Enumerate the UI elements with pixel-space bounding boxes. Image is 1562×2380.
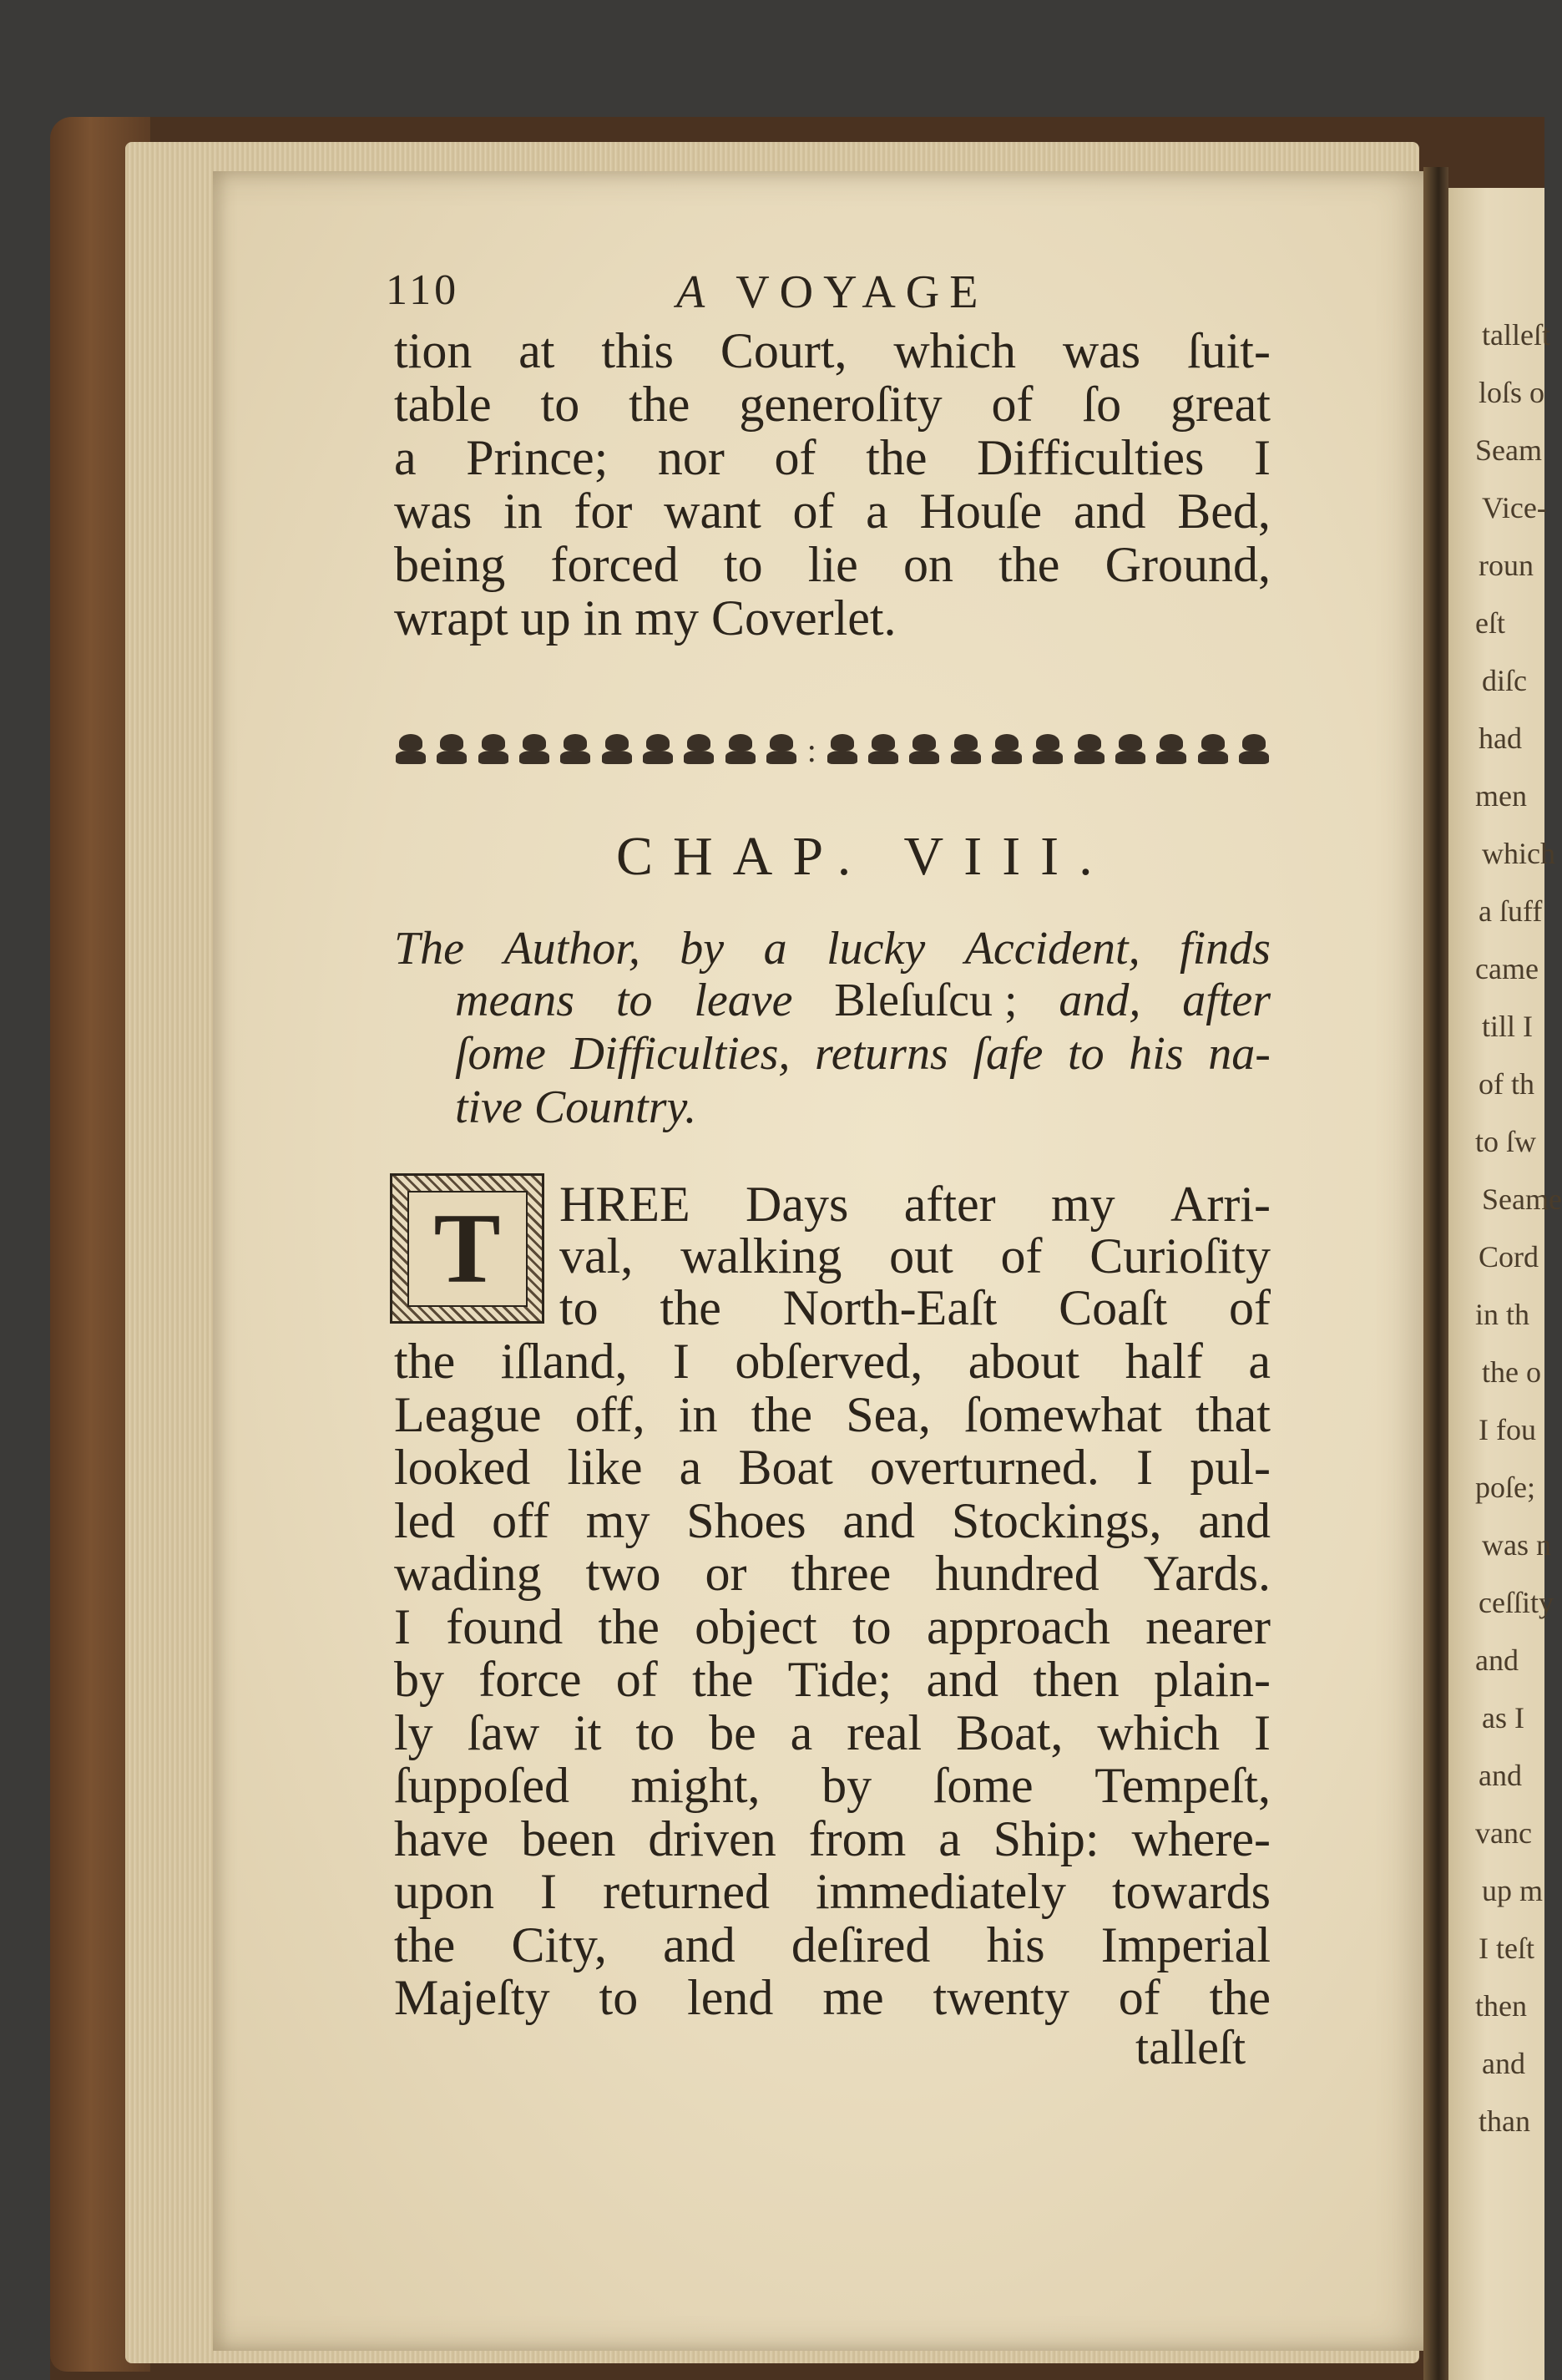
word: the [866, 430, 928, 485]
text-line [559, 1177, 1271, 1231]
fleuron-ornament [682, 732, 715, 767]
word: Shoes [686, 1492, 806, 1548]
facing-page-text: of th [1479, 1067, 1534, 1101]
summary-word: ſome [455, 1028, 546, 1080]
fleuron-ornament [1237, 732, 1271, 767]
word: hundred [935, 1546, 1099, 1601]
text-line [394, 377, 1271, 431]
word: I [672, 1334, 690, 1389]
word: a [1248, 1334, 1271, 1389]
word: lend [687, 1970, 774, 2025]
summary-word: Accident, [964, 923, 1140, 975]
word: by [394, 1652, 444, 1707]
summary-word: finds [1180, 923, 1271, 975]
fleuron-ornament [477, 732, 510, 767]
fleuron-ornament [1114, 732, 1147, 767]
text-line [394, 1388, 1271, 1441]
word: ſaw [467, 1704, 540, 1760]
word: me [822, 1970, 884, 2025]
word: Court, [720, 323, 847, 378]
word: the [692, 1652, 754, 1707]
summary-word: Author, [503, 923, 640, 975]
word: a [679, 1440, 702, 1495]
chapter-summary-line-2 [455, 975, 1271, 1025]
text-line [394, 1547, 1271, 1600]
word: have [394, 1810, 489, 1866]
word: of [991, 377, 1034, 432]
word: I [540, 1864, 558, 1919]
word: force [478, 1652, 582, 1707]
word: of [1118, 1970, 1160, 2025]
summary-word: leave [694, 975, 793, 1026]
facing-page-text: and [1482, 2047, 1525, 2080]
word: ſuit- [1186, 323, 1271, 378]
word: Ground, [1105, 537, 1271, 592]
word: walking [680, 1228, 842, 1284]
fleuron-ornament [1155, 732, 1188, 767]
chapter-summary-line-3 [455, 1029, 1271, 1079]
chapter-summary-line-1 [394, 924, 1271, 974]
facing-page-text: poſe; [1475, 1471, 1535, 1504]
summary-word: and, [1059, 975, 1141, 1026]
text-line [394, 1706, 1271, 1760]
text-line [394, 484, 1271, 538]
page-number: 110 [386, 266, 460, 314]
word: at [518, 323, 555, 378]
word: looked [394, 1440, 531, 1495]
word: nor [657, 430, 725, 485]
summary-word: returns [815, 1028, 948, 1080]
facing-page-text: than [1479, 2104, 1530, 2138]
word: ſomewhat [964, 1386, 1162, 1442]
facing-page-text: loſs o [1479, 376, 1545, 409]
word: Majeſty [394, 1970, 550, 2025]
word: about [968, 1334, 1080, 1389]
word: out [889, 1228, 953, 1284]
fleuron-ornament [641, 732, 675, 767]
facing-page-text: was n [1482, 1528, 1551, 1562]
word: Ship: [993, 1810, 1099, 1866]
word: in [678, 1386, 718, 1442]
word: three [791, 1546, 892, 1601]
word: it [574, 1704, 602, 1760]
word: to [723, 537, 763, 592]
decorated-initial-letter: T [407, 1191, 528, 1307]
summary-place-name: Bleſuſcu ; [834, 975, 1018, 1026]
word: Imperial [1100, 1917, 1271, 1972]
fleuron-ornament [1073, 732, 1106, 767]
facing-page-text: then [1475, 1989, 1527, 2023]
facing-page-text: diſc [1482, 664, 1527, 697]
fleuron-ornament [867, 732, 900, 767]
word: being [394, 537, 506, 592]
word: Bed, [1177, 484, 1271, 539]
word: table [394, 377, 492, 432]
summary-word: ſafe [973, 1028, 1044, 1080]
facing-page-text: eſt [1475, 606, 1505, 640]
word: ſome [933, 1758, 1034, 1813]
facing-page-text: came [1475, 952, 1539, 985]
word: the [394, 1334, 456, 1389]
word: val, [559, 1228, 634, 1284]
word: the [751, 1386, 813, 1442]
word: forced [550, 537, 679, 592]
word: immediately [816, 1864, 1066, 1919]
word: Coaſt [1059, 1280, 1168, 1335]
word: this [601, 323, 675, 378]
word: to [635, 1704, 675, 1760]
fleuron-ornament [1031, 732, 1064, 767]
word: which [1097, 1704, 1220, 1760]
word: off, [574, 1386, 645, 1442]
word: and [1073, 484, 1146, 539]
word: HREE [559, 1177, 690, 1232]
facing-page-text: the o [1482, 1355, 1541, 1389]
word: great [1170, 377, 1271, 432]
word: real [847, 1704, 923, 1760]
word: to [852, 1598, 892, 1654]
fleuron-ornament [907, 732, 941, 767]
word: ſuppoſed [394, 1758, 569, 1813]
summary-word: to [1068, 1028, 1105, 1080]
word: wading [394, 1546, 542, 1601]
summary-word: his [1129, 1028, 1184, 1080]
word: Houſe [919, 484, 1043, 539]
text-line [394, 1759, 1271, 1812]
decorated-initial [390, 1173, 544, 1324]
word: a [790, 1704, 813, 1760]
word: half [1125, 1334, 1203, 1389]
fleuron-ornament [949, 732, 983, 767]
word: obſerved, [735, 1334, 923, 1389]
word: been [521, 1810, 616, 1866]
word: in [503, 484, 543, 539]
word: the [1209, 1970, 1271, 2025]
word: the [629, 377, 690, 432]
word: a [866, 484, 888, 539]
word: where- [1131, 1810, 1271, 1866]
text-line [559, 1229, 1271, 1283]
text-line [394, 1441, 1271, 1494]
word: the [394, 1917, 456, 1972]
word: pul- [1190, 1440, 1271, 1495]
word: and [926, 1652, 999, 1707]
word: and [842, 1492, 916, 1548]
word: I [1136, 1440, 1154, 1495]
word: ly [394, 1704, 433, 1760]
text-line [394, 1971, 1271, 2024]
text-line [394, 1600, 1271, 1653]
word: was [394, 484, 473, 539]
facing-page-text: as I [1482, 1701, 1524, 1734]
word: after [903, 1177, 996, 1232]
facing-page [1448, 188, 1562, 2380]
word: be [709, 1704, 756, 1760]
word: Yards. [1143, 1546, 1271, 1601]
facing-page-text: I teſt [1479, 1932, 1534, 1965]
word: twenty [933, 1970, 1069, 2025]
text-line [394, 1865, 1271, 1918]
word: Tide; [787, 1652, 892, 1707]
word: I [1253, 1704, 1271, 1760]
word: object [695, 1598, 817, 1654]
summary-word: Difficulties, [570, 1028, 791, 1080]
summary-word: a [763, 923, 787, 975]
word: might, [630, 1758, 761, 1813]
running-title-word: VOYAGE [736, 266, 988, 318]
word: found [446, 1598, 564, 1654]
text-line [394, 324, 1271, 377]
ornament-colon: : [806, 731, 816, 769]
word: I [1253, 430, 1271, 485]
word: of [774, 430, 816, 485]
word: tion [394, 323, 473, 378]
facing-page-text: talleſt [1482, 318, 1550, 352]
word: iſland, [500, 1334, 628, 1389]
word: my [585, 1492, 650, 1548]
word: ſo [1082, 377, 1122, 432]
word: Stockings, [951, 1492, 1162, 1548]
word: a [394, 430, 417, 485]
word: of [792, 484, 835, 539]
facing-page-text: I fou [1479, 1413, 1536, 1446]
chapter-heading: CHAP. VIII. [616, 826, 1113, 887]
text-line [394, 1334, 1271, 1388]
fleuron-ornament [724, 732, 757, 767]
word: want [664, 484, 761, 539]
word: then [1033, 1652, 1120, 1707]
fleuron-ornament [600, 732, 634, 767]
word: two [585, 1546, 661, 1601]
fleuron-ornament [1196, 732, 1230, 767]
facing-page-text: roun [1479, 549, 1534, 582]
running-title-article: A [676, 266, 715, 318]
facing-page-text: and [1479, 1759, 1522, 1792]
word: the [598, 1598, 660, 1654]
word: like [567, 1440, 643, 1495]
fleuron-ornament [435, 732, 468, 767]
word: of [615, 1652, 658, 1707]
text-line [394, 431, 1271, 484]
fleuron-ornament [765, 732, 798, 767]
word: Tempeſt, [1094, 1758, 1271, 1813]
word: off [492, 1492, 549, 1548]
word: on [902, 537, 953, 592]
text-line [394, 1918, 1271, 1972]
facing-page-text: had [1479, 722, 1522, 755]
word: a [938, 1810, 961, 1866]
word: I [394, 1598, 411, 1654]
word: City, [511, 1917, 607, 1972]
text-line [559, 1281, 1271, 1334]
word: approach [926, 1598, 1110, 1654]
text-line [394, 1653, 1271, 1706]
summary-word: by [680, 923, 725, 975]
facing-page-text: ceſſity [1479, 1586, 1554, 1619]
word: for [574, 484, 633, 539]
word: towards [1112, 1864, 1271, 1919]
word: which [893, 323, 1016, 378]
word: and [1198, 1492, 1271, 1548]
facing-page-text: Vice- [1482, 491, 1547, 524]
word: Sea, [846, 1386, 931, 1442]
word: Curioſity [1089, 1228, 1271, 1284]
summary-word: means [455, 975, 575, 1026]
fleuron-ornament [826, 732, 859, 767]
word: by [821, 1758, 872, 1813]
running-title [676, 266, 988, 319]
text-line [394, 591, 1271, 645]
word: generoſity [739, 377, 943, 432]
word: League [394, 1386, 542, 1442]
word: plain- [1153, 1652, 1271, 1707]
facing-page-text: to ſw [1475, 1125, 1537, 1158]
word: returned [603, 1864, 770, 1919]
word: led [394, 1492, 456, 1548]
fleuron-ornament [518, 732, 551, 767]
facing-page-text: Seame [1482, 1182, 1562, 1216]
facing-page-text: Cord [1479, 1240, 1539, 1274]
fleuron-ornament [559, 732, 592, 767]
text-line [394, 1812, 1271, 1866]
summary-word: The [394, 923, 464, 975]
fleuron-ornament [990, 732, 1024, 767]
facing-page-text: up m [1482, 1874, 1544, 1907]
word: Prince; [466, 430, 609, 485]
summary-word: lucky [826, 923, 926, 975]
binding-gutter [1423, 167, 1448, 2380]
word: wrapt up in my Coverlet. [394, 590, 897, 646]
facing-page-text: and [1475, 1643, 1519, 1677]
facing-page-text: till I [1482, 1010, 1533, 1043]
facing-page-text: a ſuff [1479, 894, 1543, 928]
word: to [559, 1280, 599, 1335]
summary-word: to [615, 975, 653, 1026]
word: North-Eaſt [782, 1280, 998, 1335]
word: deſired [791, 1917, 931, 1972]
word: the [660, 1280, 721, 1335]
word: driven [648, 1810, 776, 1866]
word: the [998, 537, 1060, 592]
word: was [1062, 323, 1141, 378]
word: Difficulties [977, 430, 1205, 485]
summary-word: na- [1208, 1028, 1271, 1080]
summary-word: after [1182, 975, 1271, 1026]
facing-page-text: Seam [1475, 433, 1542, 467]
word: that [1195, 1386, 1271, 1442]
chapter-summary-line-4: tive Country. [455, 1081, 697, 1133]
word: of [1000, 1228, 1043, 1284]
word: Boat, [956, 1704, 1064, 1760]
word: lie [807, 537, 858, 592]
word: to [540, 377, 580, 432]
word: overturned. [870, 1440, 1099, 1495]
word: to [599, 1970, 639, 2025]
word: from [808, 1810, 907, 1866]
fleuron-ornament [394, 732, 427, 767]
facing-page-text: in th [1475, 1298, 1530, 1331]
ornament-rule [394, 725, 1271, 775]
word: his [986, 1917, 1045, 1972]
word: and [663, 1917, 736, 1972]
word: of [1229, 1280, 1271, 1335]
word: Boat [738, 1440, 833, 1495]
catchword: talleſt [1135, 2020, 1246, 2074]
facing-page-text: men [1475, 779, 1527, 813]
word: Arri- [1170, 1177, 1271, 1232]
word: or [705, 1546, 747, 1601]
facing-page-text: which [1482, 837, 1555, 870]
word: upon [394, 1864, 494, 1919]
facing-page-text: vanc [1475, 1816, 1532, 1850]
text-line [394, 1494, 1271, 1547]
word: my [1051, 1177, 1115, 1232]
word: Days [746, 1177, 849, 1232]
word: nearer [1145, 1598, 1271, 1654]
text-line [394, 538, 1271, 591]
